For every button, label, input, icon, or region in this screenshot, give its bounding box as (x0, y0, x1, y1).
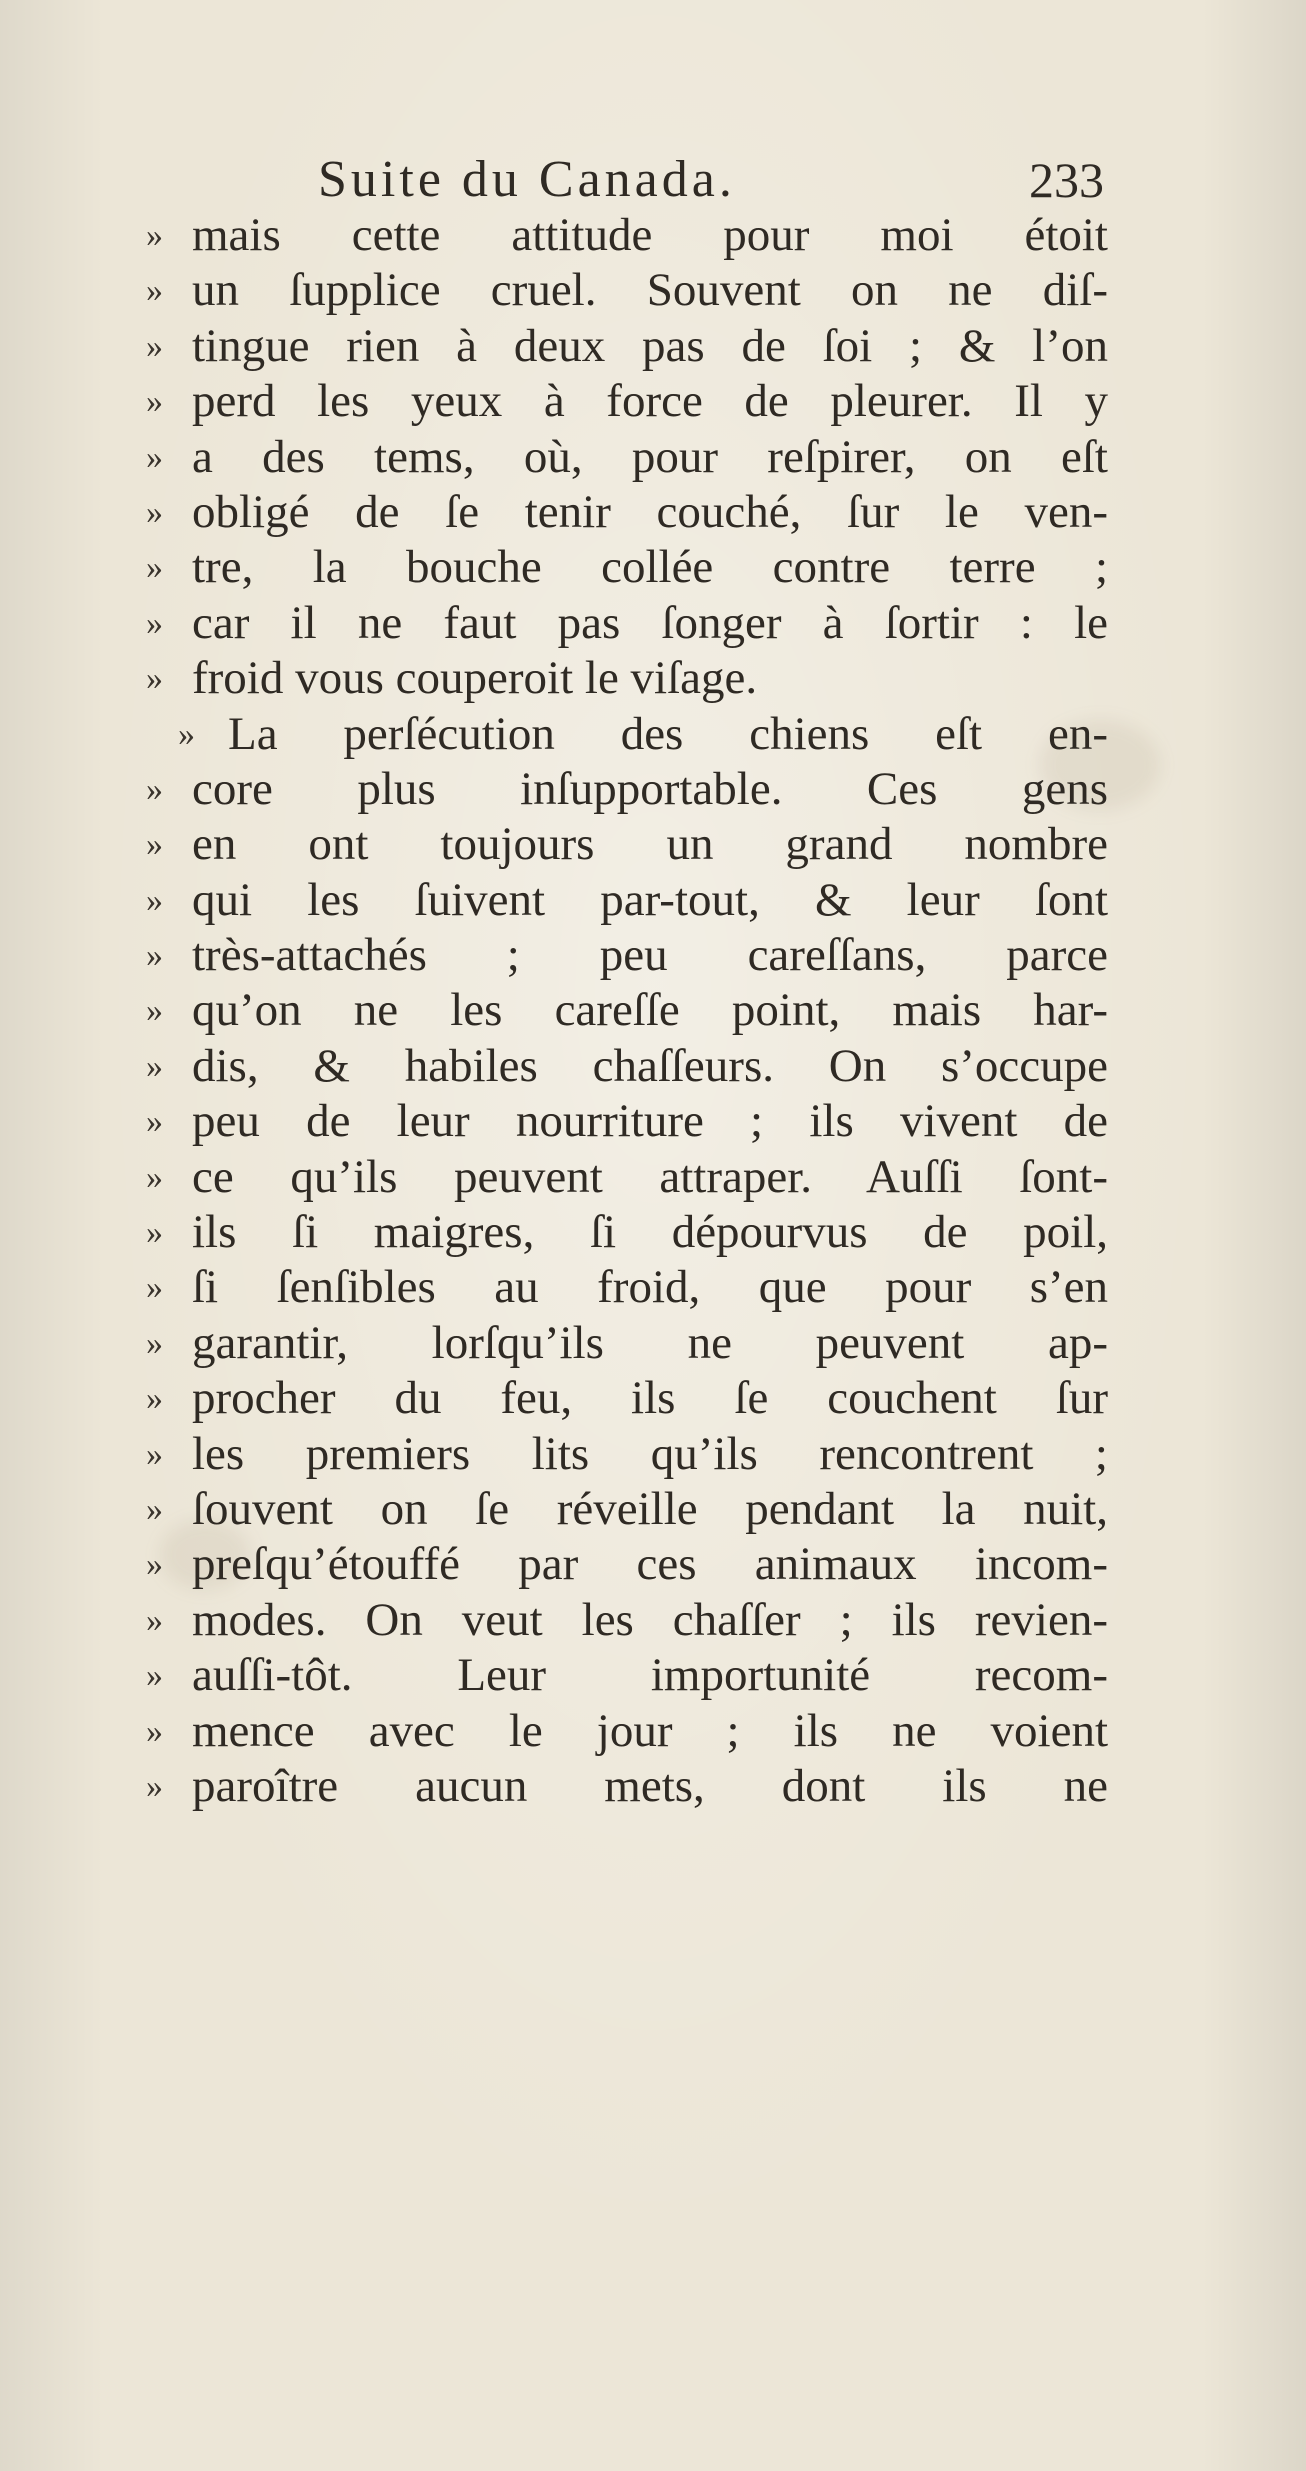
line-text: procher du feu, ils ſe couchent ſur (192, 1372, 1108, 1425)
line-text: qu’on ne les careſſe point, mais har- (192, 984, 1108, 1037)
text-line (120, 1371, 1108, 1426)
text-line (120, 596, 1108, 651)
quotation-mark: » (146, 604, 163, 642)
line-text: les premiers lits qu’ils rencontrent ; (192, 1427, 1108, 1480)
body-text (120, 208, 1108, 1814)
text-line (120, 1648, 1108, 1703)
line-text: paroître aucun mets, dont ils ne (192, 1759, 1108, 1812)
line-text: a des tems, où, pour reſpirer, on eſt (192, 430, 1108, 483)
quotation-mark: » (146, 1158, 163, 1196)
quotation-mark: » (146, 549, 163, 587)
line-text: peu de leur nourriture ; ils vivent de (192, 1095, 1108, 1148)
text-line (120, 319, 1108, 374)
text-line (120, 817, 1108, 872)
quotation-mark: » (146, 770, 163, 808)
page-header (318, 150, 1104, 210)
text-line (120, 1260, 1108, 1315)
quotation-mark: » (146, 1712, 163, 1750)
line-text: ils ſi maigres, ſi dépourvus de poil, (192, 1206, 1108, 1259)
line-text: dis, & habiles chaſſeurs. On s’occupe (192, 1039, 1108, 1092)
quotation-mark: » (146, 1214, 163, 1252)
line-text: modes. On veut les chaſſer ; ils revien- (192, 1593, 1108, 1646)
quotation-mark: » (146, 660, 163, 698)
line-text: obligé de ſe tenir couché, ſur le ven- (192, 485, 1108, 538)
line-text: car il ne faut pas ſonger à ſortir : le (192, 596, 1108, 649)
quotation-mark: » (146, 327, 163, 365)
quotation-mark: » (146, 493, 163, 531)
quotation-mark: » (146, 383, 163, 421)
quotation-mark: » (146, 992, 163, 1030)
line-text: auſſi-tôt. Leur importunité recom- (192, 1649, 1108, 1702)
quotation-mark: » (146, 272, 163, 310)
line-text: un ſupplice cruel. Souvent on ne diſ- (192, 264, 1108, 317)
quotation-mark: » (146, 1601, 163, 1639)
quotation-mark: » (146, 1435, 163, 1473)
line-text: qui les ſuivent par-tout, & leur ſont (192, 873, 1108, 926)
text-line (120, 873, 1108, 928)
text-line (120, 540, 1108, 595)
running-head: Suite du Canada. (318, 151, 736, 208)
text-line (120, 208, 1108, 263)
line-text: froid vous couperoit le viſage. (192, 652, 758, 705)
quotation-mark: » (146, 217, 163, 254)
text-line (120, 1150, 1108, 1205)
line-text: garantir, lorſqu’ils ne peuvent ap- (192, 1316, 1108, 1369)
text-line (120, 928, 1108, 983)
quotation-mark: » (146, 1546, 163, 1584)
text-line (120, 430, 1108, 485)
text-line (120, 263, 1108, 318)
quotation-mark: » (178, 715, 195, 753)
text-line (120, 1704, 1108, 1759)
quotation-mark: » (146, 937, 163, 975)
text-line (120, 374, 1108, 429)
line-text: mais cette attitude pour moi étoit (192, 209, 1108, 261)
quotation-mark: » (146, 881, 163, 919)
quotation-mark: » (146, 1103, 163, 1141)
text-line (120, 983, 1108, 1038)
quotation-mark: » (146, 1047, 163, 1085)
text-line (120, 1759, 1108, 1814)
quotation-mark: » (146, 1324, 163, 1362)
line-text: ſouvent on ſe réveille pendant la nuit, (192, 1482, 1108, 1535)
line-text: en ont toujours un grand nombre (192, 818, 1108, 871)
line-text: ce qu’ils peuvent attraper. Auſſi ſont- (192, 1150, 1108, 1203)
quotation-mark: » (146, 826, 163, 864)
text-line (120, 1537, 1108, 1592)
text-line (120, 1593, 1108, 1648)
text-line (120, 1094, 1108, 1149)
line-text: preſqu’étouffé par ces animaux incom- (192, 1538, 1108, 1591)
line-text: core plus inſupportable. Ces gens (192, 762, 1108, 815)
text-line (120, 1205, 1108, 1260)
page-number: 233 (1029, 152, 1104, 208)
text-line (120, 485, 1108, 540)
line-text: tingue rien à deux pas de ſoi ; & l’on (192, 319, 1108, 372)
text-line (120, 651, 1108, 706)
paragraph-start-line (120, 707, 1108, 762)
text-line (120, 1482, 1108, 1537)
quotation-mark: » (146, 1380, 163, 1418)
line-text: La perſécution des chiens eſt en- (228, 707, 1108, 760)
quotation-mark: » (146, 1767, 163, 1805)
text-line (120, 1039, 1108, 1094)
quotation-mark: » (146, 1269, 163, 1307)
text-line (120, 1316, 1108, 1371)
line-text: ſi ſenſibles au froid, que pour s’en (192, 1261, 1108, 1314)
text-line (120, 1427, 1108, 1482)
quotation-mark: » (146, 1490, 163, 1528)
line-text: tre, la bouche collée contre terre ; (192, 541, 1108, 594)
line-text: mence avec le jour ; ils ne voient (192, 1704, 1108, 1757)
text-line (120, 762, 1108, 817)
quotation-mark: » (146, 438, 163, 476)
line-text: perd les yeux à force de pleurer. Il y (192, 375, 1108, 428)
quotation-mark: » (146, 1657, 163, 1695)
line-text: très-attachés ; peu careſſans, parce (192, 929, 1108, 982)
